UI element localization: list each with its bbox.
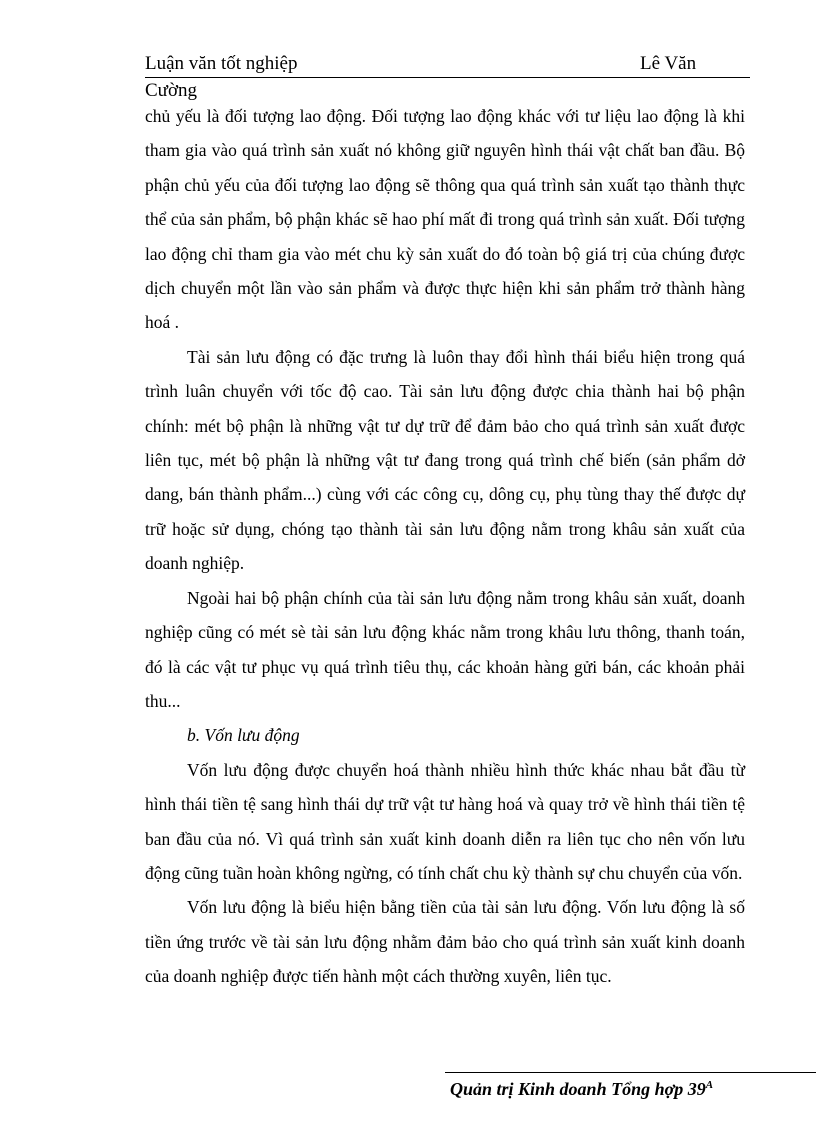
paragraph-3: Ngoài hai bộ phận chính của tài sản lưu động nằm trong khâu sản xuất, doanh nghiệp cũng có mét sè tài sản lưu động khác nằm trong khâu lưu thông, thanh toán, đó là các vật tư phục vụ quá trình tiêu thụ, các khoản hàng gửi bán, các khoản phải thu... [145, 587, 745, 711]
footer-superscript: A [705, 1079, 714, 1091]
footer-text: Quản trị Kinh doanh Tổng hợp 39 [450, 1079, 706, 1099]
paragraph-1: chủ yếu là đối tượng lao động. Đối tượng lao động khác với tư liệu lao động là khi tham gia vào quá trình sản xuất nó không giữ nguyên hình thái vật chất ban đầu. Bộ phận chủ yếu của đối tượng lao động sẽ thông qua quá trình sản xuất tạo thành thực thể của sản phẩm, bộ phận khác sẽ hao phí mất đi trong quá trình sản xuất. Đối tượng lao động chỉ tham gia vào mét chu kỳ sản xuất do đó toàn bộ giá trị của chúng được dịch chuyển một lần vào sản phẩm và được thực hiện khi sản phẩm trở thành hàng hoá . [145, 106, 745, 333]
header-author-continuation: Cường [145, 80, 198, 101]
header-author-name: Lê Văn [640, 53, 697, 74]
header-thesis-title: Luận văn tốt nghiệp [145, 53, 298, 74]
page-footer [450, 1072, 713, 1102]
document-body [145, 99, 745, 994]
paragraph-4: Vốn lưu động được chuyển hoá thành nhiều hình thức khác nhau bắt đầu từ hình thái tiền tệ sang hình thái dự trữ vật tư hàng hoá và quay trở về hình thái tiền tệ ban đầu của nó. Vì quá trình sản xuất kinh doanh diễn ra liên tục cho nên vốn lưu động cũng tuần hoàn không ngừng, có tính chất chu kỳ thành sự chu chuyển của vốn. [145, 759, 745, 883]
paragraph-5: Vốn lưu động là biểu hiện bằng tiền của tài sản lưu động. Vốn lưu động là số tiền ứng trước về tài sản lưu động nhằm đảm bảo cho quá trình sản xuất kinh doanh của doanh nghiệp được tiến hành một cách thường xuyên, liên tục. [145, 897, 745, 987]
section-heading: b. Vốn lưu động [187, 725, 300, 746]
header-rule [145, 77, 750, 78]
paragraph-2: Tài sản lưu động có đặc trưng là luôn thay đổi hình thái biểu hiện trong quá trình luân chuyển với tốc độ cao. Tài sản lưu động được chia thành hai bộ phận chính: mét bộ phận là những vật tư dự trữ để đảm bảo cho quá trình sản xuất được liên tục, mét bộ phận là những vật tư đang trong quá trình chế biến (sản phẩm dở dang, bán thành phẩm...) cùng với các công cụ, dông cụ, phụ tùng thay thế được dự trữ hoặc sử dụng, chóng tạo thành tài sản lưu động nằm trong khâu sản xuất của doanh nghiệp. [145, 346, 745, 574]
